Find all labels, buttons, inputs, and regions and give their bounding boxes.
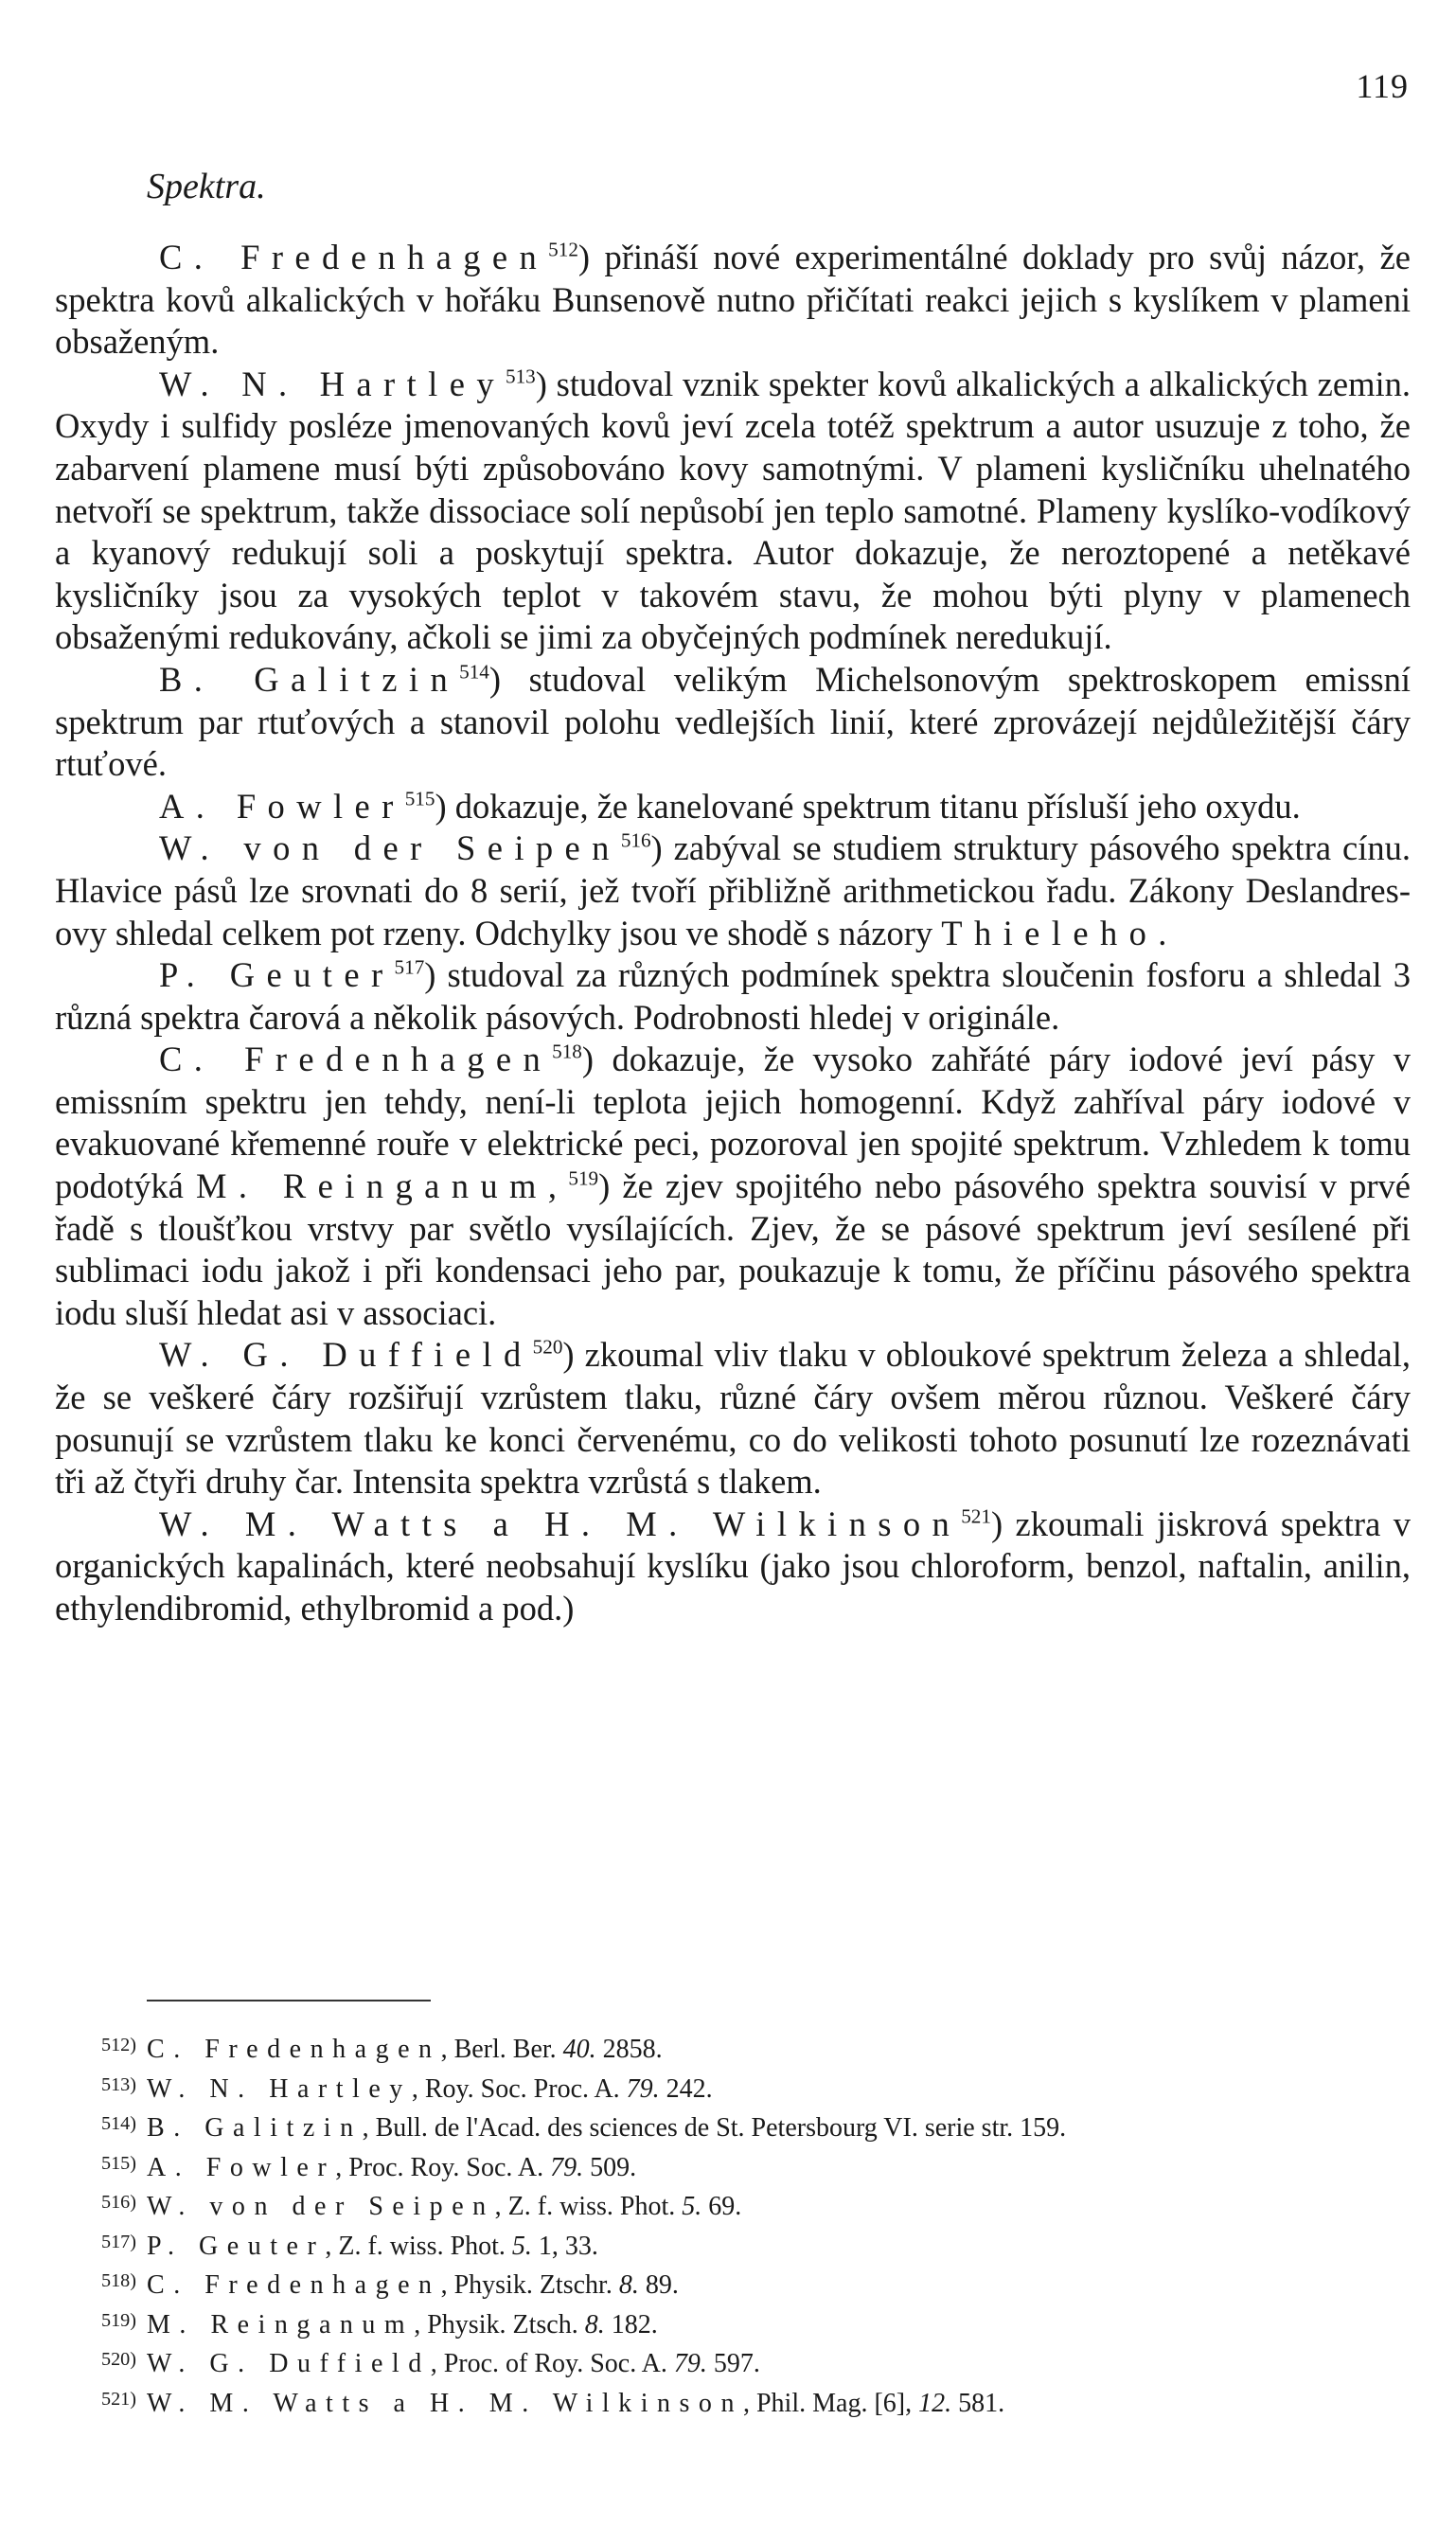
paragraph [55, 786, 1411, 828]
paragraph [55, 237, 1411, 364]
author-name: P. Geuter [159, 955, 395, 995]
paragraph [55, 1039, 1411, 1334]
footnote [43, 2225, 1415, 2265]
footnote-number: 512) [101, 2035, 136, 2055]
footnote-page: 69. [708, 2192, 742, 2222]
paragraph [55, 1503, 1411, 1630]
footnote-text: , Roy. Soc. Proc. A. [411, 2073, 620, 2104]
footnote-text: , Z. f. wiss. Phot. [494, 2192, 676, 2222]
footnote-ref: 514 [459, 660, 489, 684]
paragraph-text: ) dokazuje, že vysoko zahřáté páry iodové jeví pásy v emissním spektru jen tehdy, není-li teplota jejich homogenní. Když zahříval páry iodové v evakuované křemenné rouře v elektrické peci, pozoroval jen spojité spektrum. Vzhledem k tomu podotýká [55, 1040, 1411, 1206]
author-name: W. von der Seipen [159, 828, 621, 868]
author-name: C. Fredenhagen [159, 1040, 553, 1079]
footnote-number: 520) [101, 2349, 136, 2371]
footnote-volume: 5. [511, 2231, 532, 2261]
footnote-author: W. G. Duffield [147, 2349, 431, 2379]
footnote [43, 2107, 1415, 2146]
footnote-author: P. Geuter [147, 2231, 326, 2261]
footnote-ref: 520 [532, 1335, 563, 1359]
cited-name: M. Reinganum, [195, 1166, 569, 1206]
footnote-number: 514) [101, 2113, 136, 2135]
footnote-page: 1, 33. [538, 2231, 598, 2261]
footnote-number: 521) [101, 2388, 136, 2410]
footnote-author: C. Fredenhagen [147, 2270, 441, 2301]
body-text [55, 237, 1411, 1630]
author-name: B. Galitzin [159, 659, 460, 699]
footnote-ref: 521 [961, 1504, 991, 1528]
footnote-page: 89. [645, 2270, 679, 2301]
author-name: W. M. Watts a H. M. Wilkinson [159, 1503, 962, 1543]
footnote [43, 2264, 1415, 2304]
footnote-page: 597. [713, 2349, 760, 2379]
footnotes [43, 2028, 1415, 2421]
footnote-number: 515) [101, 2152, 136, 2174]
footnote-number: 517) [101, 2231, 136, 2252]
footnote-text: , Physik. Ztsch. [414, 2309, 578, 2339]
paragraph [55, 1334, 1411, 1503]
footnote-ref: 513 [505, 365, 536, 388]
footnote-author: C. Fredenhagen [147, 2035, 441, 2065]
paragraph-text: ) studoval za různých podmínek spektra sloučenin fosforu a shledal 3 různá spektra čarová a několik pásových. Podrobnosti hledej v originále. [55, 955, 1412, 1037]
footnote-volume: 79. [550, 2152, 584, 2182]
footnote-text: , Berl. Ber. [440, 2035, 557, 2065]
footnote-page: 2858. [602, 2035, 663, 2065]
footnote-divider [147, 2000, 431, 2001]
paragraph-text: ) že zjev spojitého nebo pásového spektra souvisí v prvé řadě s tloušťkou vrstvy par světlo vysílajících. Zjev, že se pásové spektrum jeví sesílené při sublimaci iodu jakož i při kondensaci jeho par, poukazuje k tomu, že příčinu pásového spektra iodu sluší hledat asi v associaci. [55, 1166, 1411, 1332]
footnote-text: , Proc. of Roy. Soc. A. [430, 2349, 667, 2379]
footnote-volume: 5. [682, 2192, 702, 2222]
footnote-number: 518) [101, 2270, 136, 2292]
footnote-number: 516) [101, 2192, 136, 2214]
paragraph [55, 364, 1411, 659]
author-name: A. Fowler [159, 786, 405, 826]
footnote-volume: 40. [562, 2035, 596, 2065]
footnote-author: B. Galitzin [147, 2113, 363, 2144]
author-name: W. G. Duffield [159, 1335, 533, 1375]
paragraph [55, 659, 1411, 786]
footnote-author: W. von der Seipen [147, 2192, 495, 2222]
cited-name: Thieleho. [941, 913, 1179, 952]
footnote-ref: 519 [568, 1166, 599, 1190]
footnote-text: , Phil. Mag. [6], [742, 2388, 913, 2418]
footnote-ref: 518 [552, 1040, 582, 1063]
footnote-number: 519) [101, 2309, 136, 2331]
footnote-author: A. Fowler [147, 2152, 336, 2182]
footnote-text: , Proc. Roy. Soc. A. [335, 2152, 544, 2182]
footnote-text: , Z. f. wiss. Phot. [325, 2231, 506, 2261]
footnote-ref: 515 [404, 786, 435, 809]
paragraph-text: ) studoval vznik spekter kovů alkalických a alkalických zemin. Oxydy i sulfidy posléze jmenovaných kovů jeví zcela totéž spektrum a autor usuzuje z toho, že zabarvení plamene musí býti způsobováno kovy samotnými. V plameni kysličníku uhelnatého netvoří se spektrum, takže dissociace solí nepůsobí jen teplo samotné. Plameny kyslíko-vodíkový a kyanový redukují soli a poskytují spektra. Autor dokazuje, že neroztopené a netěkavé kysličníky jsou za vysokých teplot v takovém stavu, že mohou býti plyny v plamenech obsaženými redukovány, ačkoli se jimi za obyčejných podmínek neredukují. [55, 364, 1411, 657]
footnote-page: 509. [590, 2152, 637, 2182]
footnote-page: 242. [666, 2073, 713, 2104]
author-name: W. N. Hartley [159, 364, 506, 403]
footnote-number: 513) [101, 2073, 136, 2095]
footnote-volume: 8. [584, 2309, 605, 2339]
footnote-volume: 79. [626, 2073, 660, 2104]
paragraph-text: ) studoval velikým Michelsonovým spektroskopem emissní spektrum par rtuťových a stanovil polohu vedlejších linií, které zprovázejí nejdůležitější čáry rtuťové. [55, 659, 1411, 784]
footnote [43, 2382, 1415, 2422]
paragraph [55, 827, 1411, 954]
footnote-author: W. M. Watts a H. M. Wilkinson [147, 2388, 743, 2418]
footnote-author: M. Reinganum [147, 2309, 415, 2339]
footnote-ref: 516 [620, 828, 651, 852]
footnote [43, 2304, 1415, 2343]
footnote-ref: 512 [548, 238, 578, 261]
author-name: C. Fredenhagen [159, 238, 549, 276]
footnote-page: 581. [958, 2388, 1005, 2418]
paragraph-text: ) přináší nové experimentálné doklady pro svůj názor, že spektra kovů alkalických v hořáku Bunsenově nutno přičítati reakci jejich s kyslíkem v plameni obsaženým. [55, 238, 1411, 362]
footnote-page: 182. [611, 2309, 658, 2339]
footnote-text: , Bull. de l'Acad. des sciences de St. Petersbourg VI. serie str. 159. [362, 2113, 1067, 2144]
footnote-ref: 517 [394, 955, 425, 979]
footnote [43, 2185, 1415, 2225]
footnote-author: W. N. Hartley [147, 2073, 412, 2104]
paragraph-text: ) zkoumal vliv tlaku v obloukové spektrum železa a shledal, že se veškeré čáry rozšiřují vzrůstem tlaku, různé čáry ovšem měrou různou. Veškeré čáry posunují se vzrůstem tlaku ke konci červenému, co do velikosti tohoto posunutí lze rozeznávati tři až čtyři druhy čar. Intensita spektra vzrůstá s tlakem. [55, 1335, 1411, 1502]
footnote [43, 2028, 1415, 2068]
paragraph [55, 954, 1411, 1039]
page-number: 119 [1356, 67, 1409, 105]
paragraph-text: ) dokazuje, že kanelované spektrum titanu přísluší jeho oxydu. [435, 786, 1301, 826]
footnote [43, 2342, 1415, 2382]
footnote-text: , Physik. Ztschr. [440, 2270, 613, 2301]
footnote-volume: 8. [618, 2270, 639, 2301]
section-title: Spektra. [147, 167, 266, 206]
footnote [43, 2146, 1415, 2186]
paragraph-text: ) zkoumali jiskrová spektra v organických kapalinách, které neobsahují kyslíku (jako jsou chloroform, benzol, naftalin, anilin, ethylendibromid, ethylbromid a pod.) [55, 1503, 1411, 1628]
paragraph-text: ) zabýval se studiem struktury pásového spektra cínu. Hlavice pásů lze srovnati do 8 serií, jež tvoří přibližně arithmetickou řadu. Zákony Deslandres-ovy shledal celkem pot rzeny. Odchylky jsou ve shodě s názory [55, 828, 1411, 952]
footnote-volume: 12. [918, 2388, 952, 2418]
footnote [43, 2068, 1415, 2108]
footnote-volume: 79. [673, 2349, 707, 2379]
